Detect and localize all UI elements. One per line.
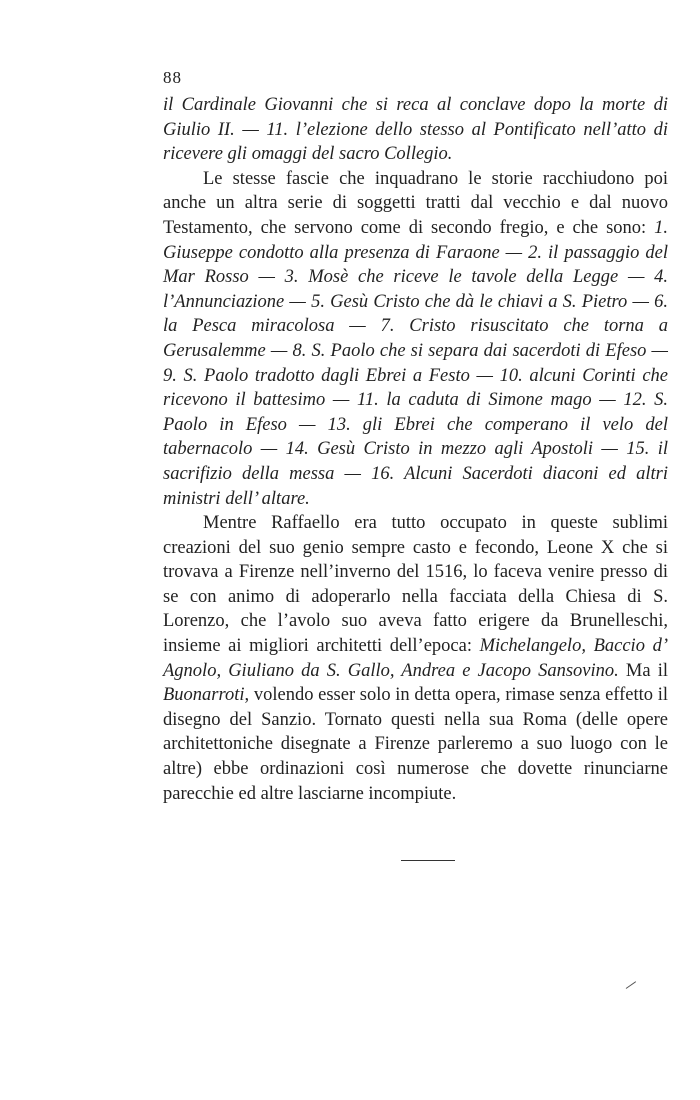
text-run: , volendo esser solo in detta opera, rimase senza effetto il disegno del Sanzio. Tornato questi nella sua Roma (delle opere architettoniche disegnate a Firenze parleremo a suo luogo con le altre) ebbe ordinazioni così numerose che dovette rinunciarne parecchie ed altre lasciarne incompiute. bbox=[163, 685, 668, 804]
text-run: il Cardinale Giovanni che si reca al conclave dopo la morte di Giulio II. — 11. l’elezione dello stesso al Pontificato nell’atto di ricevere gli omaggi del sacro Collegio. bbox=[163, 95, 668, 165]
text-run-subject-list: 1. Giuseppe condotto alla presenza di Faraone — 2. il passaggio del Mar Rosso — 3. Mosè che riceve le tavole della Legge — 4. l’Annunciazione — 5. Gesù Cristo che dà le chiavi a S. Pietro — 6. la Pesca miracolosa — 7. Cristo risuscitato che torna a Gerusalemme — 8. S. Paolo che si separa dai sacerdoti di Efeso — 9. S. Paolo tradotto dagli Ebrei a Festo — 10. alcuni Corinti che ricevono il battesimo — 11. la caduta di Simone mago — 12. S. Paolo in Efeso — 13. gli Ebrei che comperano il velo del tabernacolo — 14. Gesù Cristo in mezzo agli Apostoli — 15. il sacrifizio della messa — 16. Alcuni Sacerdoti diaconi ed altri ministri dell’ altare. bbox=[163, 217, 668, 509]
text-run-buonarroti: Buonarroti bbox=[163, 685, 245, 706]
stray-mark bbox=[626, 981, 636, 989]
paragraph-raffaello-leone bbox=[163, 511, 668, 806]
page-body bbox=[163, 93, 668, 806]
text-run: Ma il bbox=[618, 660, 668, 681]
text-run-architects: Michelangelo, Baccio d’ Agnolo, Giuliano da S. Gallo, Andrea e Jacopo Sansovino. bbox=[163, 636, 668, 681]
section-divider bbox=[401, 860, 455, 861]
text-run: Mentre Raffaello era tutto occupato in queste sublimi creazioni del suo genio sempre casto e fecondo, Leone X che si trovava a Firenze nell’inverno del 1516, lo faceva venire presso di se con animo di adoperarlo nella facciata della Chiesa di S. Lorenzo, che l’avolo suo aveva fatto erigere da Brunelleschi, insieme ai migliori architetti dell’epoca: bbox=[163, 513, 668, 657]
paragraph-continuation bbox=[163, 93, 668, 167]
text-run: Le stesse fascie che inquadrano le storie racchiudono poi anche un altra serie di soggetti tratti dal vecchio e dal nuovo Testamento, che servono come di secondo fregio, e che sono: bbox=[163, 168, 668, 238]
paragraph-testament-subjects bbox=[163, 167, 668, 511]
page-number: 88 bbox=[163, 68, 182, 87]
